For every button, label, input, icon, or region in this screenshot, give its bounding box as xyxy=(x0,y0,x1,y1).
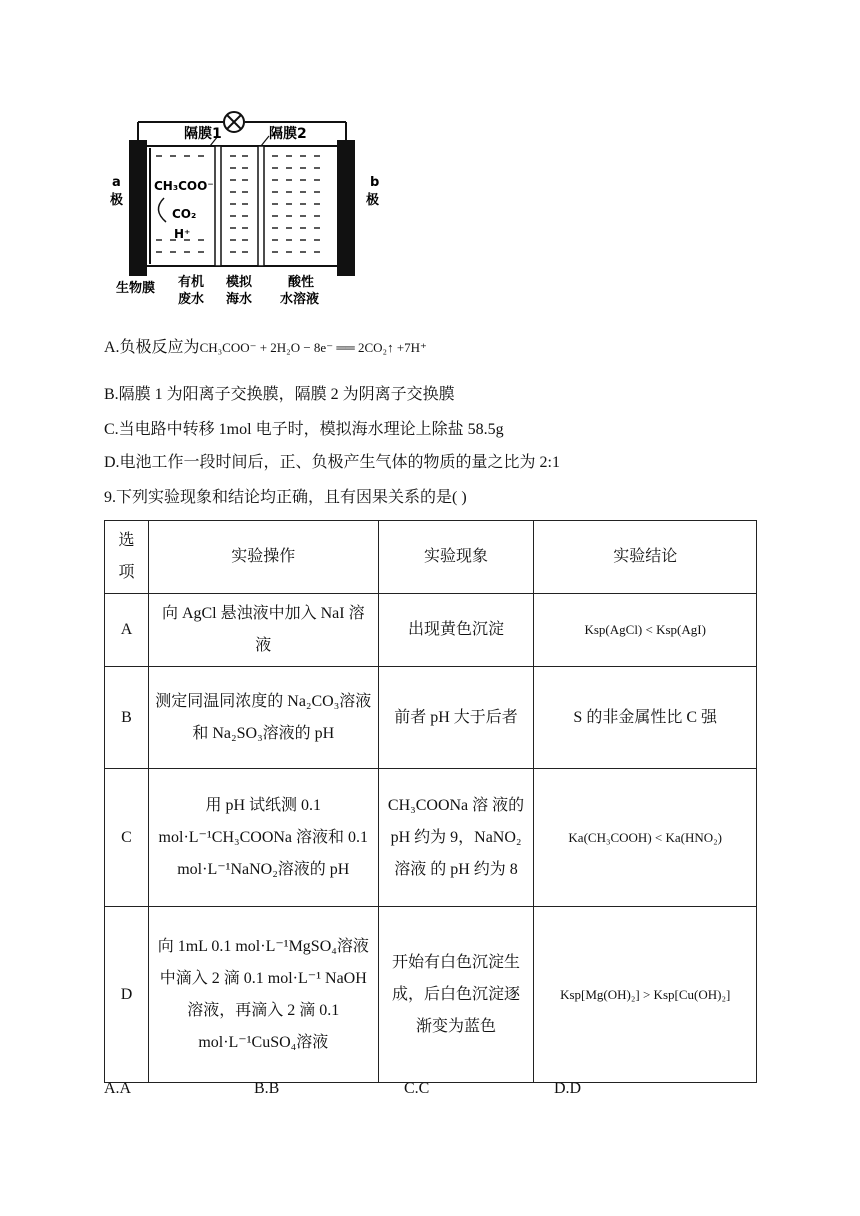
species-co2: CO₂ xyxy=(172,207,197,221)
row-c-option: C xyxy=(105,769,149,907)
table-row xyxy=(105,667,757,769)
row-b-phenomenon: 前者 pH 大于后者 xyxy=(378,667,534,769)
row-a-operation: 向 AgCl 悬浊液中加入 NaI 溶液 xyxy=(148,594,378,667)
electrode-b xyxy=(337,140,355,276)
row-a-conclusion: Ksp(AgCl) < Ksp(AgI) xyxy=(534,594,757,667)
row-d-conclusion: Ksp[Mg(OH)₂] > Ksp[Cu(OH)₂] xyxy=(534,907,757,1083)
header-operation: 实验操作 xyxy=(148,521,378,594)
species-h: H⁺ xyxy=(174,227,191,241)
option-a-equation: CH₃COO⁻ + 2H₂O − 8e⁻ ══ 2CO₂↑ +7H⁺ xyxy=(199,340,427,355)
option-a xyxy=(104,338,427,358)
table-header-row xyxy=(105,521,757,594)
question-9: 9.下列实验现象和结论均正确，且有因果关系的是( ) xyxy=(104,489,467,506)
row-d-option: D xyxy=(105,907,149,1083)
table-row xyxy=(105,769,757,907)
row-a-option: A xyxy=(105,594,149,667)
membrane-1 xyxy=(215,146,221,266)
label-seawater-2: 海水 xyxy=(226,292,253,307)
option-b: B.隔膜 1 为阳离子交换膜，隔膜 2 为阴离子交换膜 xyxy=(104,386,455,403)
answer-b[interactable]: B.B xyxy=(254,1080,280,1097)
row-b-conclusion: S 的非金属性比 C 强 xyxy=(534,667,757,769)
electrode-a xyxy=(129,140,147,276)
electrode-b-label-bottom: 极 xyxy=(366,193,380,208)
row-d-phenomenon: 开始有白色沉淀生成，后白色沉淀逐渐变为蓝色 xyxy=(378,907,534,1083)
row-b-option: B xyxy=(105,667,149,769)
answer-c[interactable]: C.C xyxy=(404,1080,430,1097)
row-c-phenomenon: CH₃COONa 溶 液的 pH 约为 9，NaNO₂ 溶液 的 pH 约为 8 xyxy=(378,769,534,907)
row-c-conclusion: Ka(CH₃COOH) < Ka(HNO₂) xyxy=(534,769,757,907)
label-organic-2: 废水 xyxy=(178,292,205,307)
table-row xyxy=(105,594,757,667)
row-a-phenomenon: 出现黄色沉淀 xyxy=(378,594,534,667)
option-a-prefix: A.负极反应为 xyxy=(104,339,200,356)
option-d: D.电池工作一段时间后，正、负极产生气体的物质的量之比为 2:1 xyxy=(104,454,561,471)
species-acetate: CH₃COO⁻ xyxy=(154,179,214,193)
row-c-operation: 用 pH 试纸测 0.1 mol·L⁻¹CH₃COONa 溶液和 0.1 mol·L⁻¹NaNO₂溶液的 pH xyxy=(148,769,378,907)
membrane-2-label: 隔膜2 xyxy=(269,126,307,142)
membrane-2 xyxy=(258,146,264,266)
answer-d[interactable]: D.D xyxy=(554,1080,582,1097)
row-d-operation: 向 1mL 0.1 mol·L⁻¹MgSO₄溶液中滴入 2 滴 0.1 mol·L⁻¹ NaOH 溶液，再滴入 2 滴 0.1 mol·L⁻¹CuSO₄溶液 xyxy=(148,907,378,1083)
electrode-a-label-top: a xyxy=(112,175,121,190)
option-c: C.当电路中转移 1mol 电子时，模拟海水理论上除盐 58.5g xyxy=(104,421,504,438)
answer-a[interactable]: A.A xyxy=(104,1080,132,1097)
header-option: 选项 xyxy=(105,521,149,594)
header-conclusion: 实验结论 xyxy=(534,521,757,594)
row-b-operation: 测定同温同浓度的 Na₂CO₃溶液和 Na₂SO₃溶液的 pH xyxy=(148,667,378,769)
label-acid-2: 水溶液 xyxy=(280,292,320,307)
experiment-table xyxy=(104,520,757,1083)
header-phenomenon: 实验现象 xyxy=(378,521,534,594)
label-seawater-1: 模拟 xyxy=(226,275,253,290)
electrode-b-label-top: b xyxy=(370,175,380,190)
electrode-a-label-bottom: 极 xyxy=(110,193,124,208)
label-organic-1: 有机 xyxy=(178,275,205,290)
label-biofilm: 生物膜 xyxy=(116,281,156,296)
membrane-1-label: 隔膜1 xyxy=(184,126,222,142)
electrochemical-cell-diagram xyxy=(112,100,392,310)
lamp-icon xyxy=(224,112,244,132)
table-row xyxy=(105,907,757,1083)
label-acid-1: 酸性 xyxy=(288,275,315,290)
